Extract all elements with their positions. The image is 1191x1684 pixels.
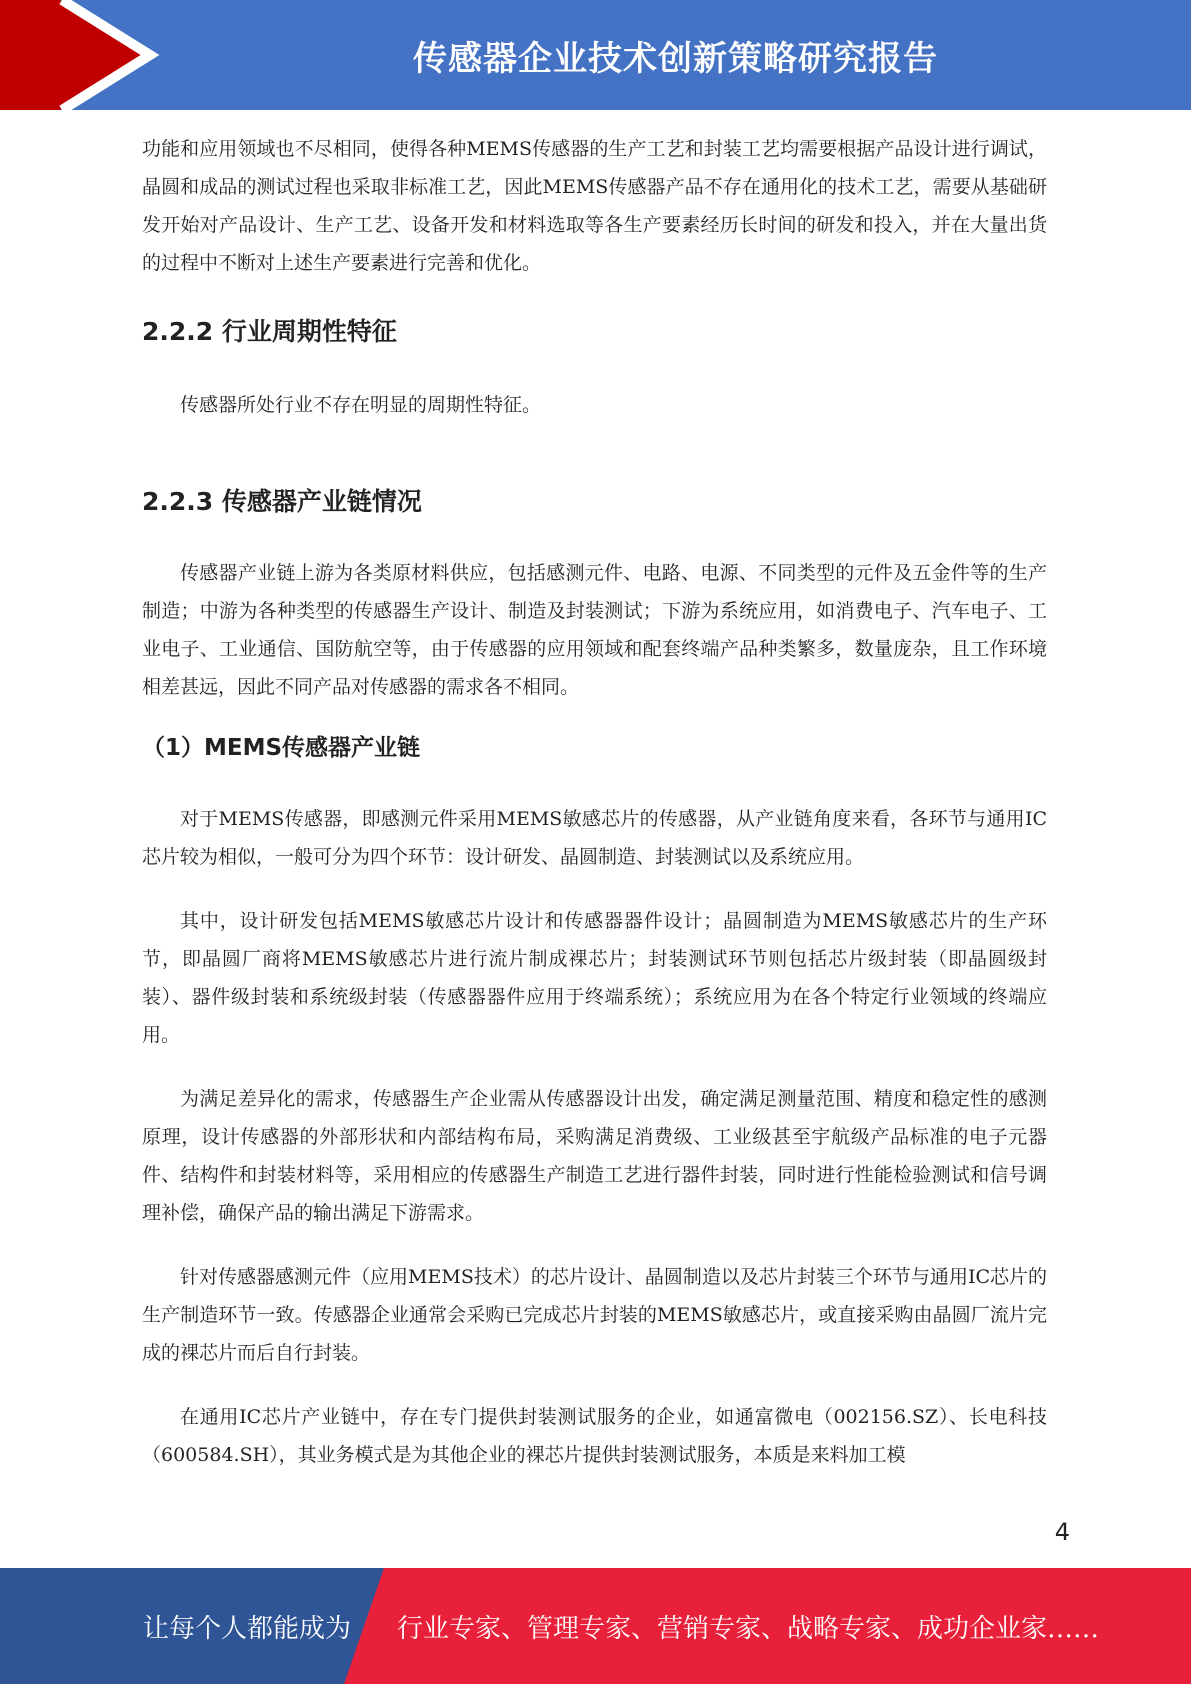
footer-slogan-right: 行业专家、管理专家、营销专家、战略专家、成功企业家…… xyxy=(397,1613,1100,1644)
paragraph-industry-chain: 传感器产业链上游为各类原材料供应，包括感测元件、电路、电源、不同类型的元件及五金件等的生产制造；中游为各种类型的传感器生产设计、制造及封装测试；下游为系统应用，如消费电子、汽车电子、工业电子、工业通信、国防航空等，由于传感器的应用领域和配套终端产品种类繁多，数量庞杂，且工作环境相差甚远，因此不同产品对传感器的需求各不相同。 xyxy=(142,562,1047,698)
section-heading-2-2-3: 2.2.3 传感器产业链情况 xyxy=(142,487,422,516)
paragraph-mems-sensor: 对于MEMS传感器，即感测元件采用MEMS敏感芯片的传感器，从产业链角度来看，各环节与通用IC芯片较为相似，一般可分为四个环节：设计研发、晶圆制造、封装测试以及系统应用。 xyxy=(142,808,1047,868)
paragraph-chip-design: 针对传感器感测元件（应用MEMS技术）的芯片设计、晶圆制造以及芯片封装三个环节与通用IC芯片的生产制造环节一致。传感器企业通常会采购已完成芯片封装的MEMS敏感芯片，或直接采购由晶圆厂流片完成的裸芯片而后自行封装。 xyxy=(142,1266,1047,1364)
paragraph-design-wafer: 其中，设计研发包括MEMS敏感芯片设计和传感器器件设计；晶圆制造为MEMS敏感芯片的生产环节，即晶圆厂商将MEMS敏感芯片进行流片制成裸芯片；封装测试环节则包括芯片级封装（即晶圆级封装）、器件级封装和系统级封装（传感器器件应用于终端系统）；系统应用为在各个特定行业领域的终端应用。 xyxy=(142,910,1047,1046)
paragraph-differentiation: 为满足差异化的需求，传感器生产企业需从传感器设计出发，确定满足测量范围、精度和稳定性的感测原理，设计传感器的外部形状和内部结构布局，采购满足消费级、工业级甚至宇航级产品标准的电子元器件、结构件和封装材料等，采用相应的传感器生产制造工艺进行器件封装，同时进行性能检验测试和信号调理补偿，确保产品的输出满足下游需求。 xyxy=(142,1088,1047,1224)
subheading-mems-chain: （1）MEMS传感器产业链 xyxy=(142,735,421,761)
paragraph-ic-packaging: 在通用IC芯片产业链中，存在专门提供封装测试服务的企业，如通富微电（002156.SZ）、长电科技（600584.SH），其业务模式是为其他企业的裸芯片提供封装测试服务，本质是来料加工模 xyxy=(142,1406,1047,1466)
document-body xyxy=(142,130,1047,1474)
paragraph-cyclicality: 传感器所处行业不存在明显的周期性特征。 xyxy=(180,394,542,416)
paragraph-mems-process: 功能和应用领域也不尽相同，使得各种MEMS传感器的生产工艺和封装工艺均需要根据产品设计进行调试，晶圆和成品的测试过程也采取非标准工艺，因此MEMS传感器产品不存在通用化的技术工艺，需要从基础研发开始对产品设计、生产工艺、设备开发和材料选取等各生产要素经历长时间的研发和投入，并在大量出货的过程中不断对上述生产要素进行完善和优化。 xyxy=(142,138,1047,274)
report-title: 传感器企业技术创新策略研究报告 xyxy=(413,38,938,79)
section-heading-2-2-2: 2.2.2 行业周期性特征 xyxy=(142,317,397,346)
page-footer xyxy=(0,1568,1191,1684)
page-number: 4 xyxy=(1054,1518,1070,1546)
page-header xyxy=(0,0,1191,110)
footer-slogan-left: 让每个人都能成为 xyxy=(143,1613,352,1644)
